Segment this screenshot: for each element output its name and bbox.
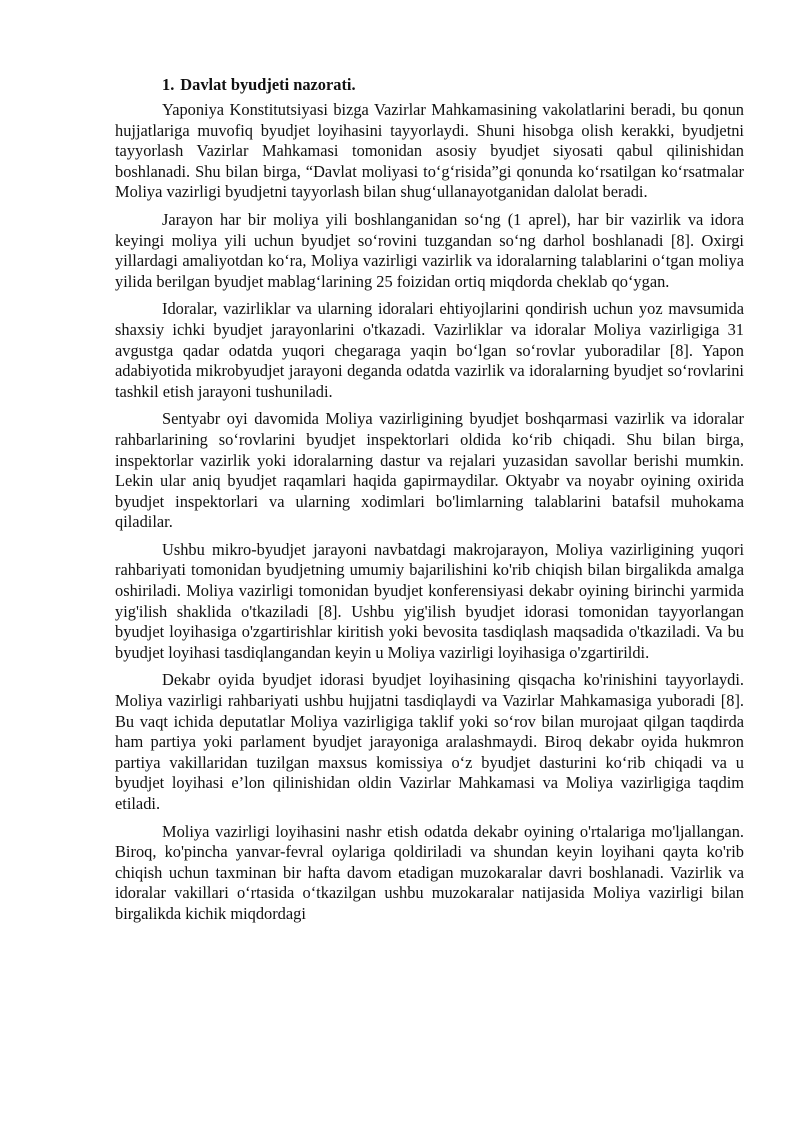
section-title: Davlat byudjeti nazorati. — [180, 75, 356, 94]
paragraph-5: Ushbu mikro-byudjet jarayoni navbatdagi makrojarayon, Moliya vazirligining yuqori rahbariyati tomonidan byudjetning umumiy bajarilishini ko'rib chiqish bilan birgalikda amalga oshiriladi. Moliya vazirligi tomonidan byudjet konferensiyasi dekabr oyining birinchi yarmida yig'ilish shaklida o'tkaziladi [8]. Ushbu yig'ilish byudjet idorasi tomonidan tayyorlangan byudjet loyihasiga o'zgartirishlar kiritish yoki bevosita tasdiqlash maqsadida o'tkaziladi. Va bu byudjet loyihasi tasdiqlangandan keyin u Moliya vazirligi loyihasiga o'zgartirildi. — [115, 539, 744, 662]
paragraph-4: Sentyabr oyi davomida Moliya vazirligining byudjet boshqarmasi vazirlik va idoralar rahbarlarining so‘rovlarini byudjet inspektorlari oldida ko‘rib chiqadi. Shu bilan birga, inspektorlar vazirlik yoki idoralarning dastur va rejalari yuzasidan savollar berishi mumkin. Lekin ular aniq byudjet raqamlari haqida gapirmaydilar. Oktyabr va noyabr oyining oxirida byudjet inspektorlari va ularning xodimlari bo'limlarning talablarini batafsil muhokama qiladilar. — [115, 409, 744, 532]
paragraph-7: Moliya vazirligi loyihasini nashr etish odatda dekabr oyining o'rtalariga mo'ljallangan. Biroq, ko'pincha yanvar-fevral oylariga qoldiriladi va shundan keyin loyihani qayta ko'rib chiqish uchun taxminan bir hafta davom etadigan muzokaralar davri boshlanadi. Vazirlik va idoralar vakillari o‘rtasida o‘tkazilgan ushbu muzokaralar natijasida Moliya vazirligi bilan birgalikda kichik miqdordagi — [115, 821, 744, 923]
section-number: 1. — [162, 75, 175, 94]
paragraph-2: Jarayon har bir moliya yili boshlanganidan so‘ng (1 aprel), har bir vazirlik va idora keyingi moliya yili uchun byudjet so‘rovini tuzgandan so‘ng darhol boshlanadi [8]. Oxirgi yillardagi amaliyotdan ko‘ra, Moliya vazirligi vazirlik va idoralarning talablarini o‘tgan moliya yilida berilgan byudjet mablag‘larining 25 foizidan ortiq miqdorda cheklab qo‘ygan. — [115, 209, 744, 291]
section-heading — [115, 74, 744, 96]
document-page — [115, 74, 744, 932]
paragraph-6: Dekabr oyida byudjet idorasi byudjet loyihasining qisqacha ko'rinishini tayyorlaydi. Moliya vazirligi rahbariyati ushbu hujjatni tasdiqlaydi va Vazirlar Mahkamasiga yuboradi [8]. Bu vaqt ichida deputatlar Moliya vazirligiga taklif yoki so‘rov bilan murojaat qilgan taqdirda ham partiya yoki parlament byudjet jarayoniga aralashmaydi. Biroq dekabr oyida hukmron partiya vakillaridan tuzilgan maxsus komissiya o‘z byudjet dasturini ko‘rib chiqadi va u byudjet loyihasi e’lon qilinishidan oldin Vazirlar Mahkamasi va Moliya vazirligiga taqdim etiladi. — [115, 670, 744, 813]
paragraph-3: Idoralar, vazirliklar va ularning idoralari ehtiyojlarini qondirish uchun yoz mavsumida shaxsiy ichki byudjet jarayonlarini o'tkazadi. Vazirliklar va idoralar Moliya vazirligiga 31 avgustga qadar odatda yuqori chegaraga yaqin bo‘lgan so‘rovlar yuboradilar [8]. Yapon adabiyotida mikrobyudjet jarayoni deganda odatda vazirlik va idoralarning byudjet so‘rovlarini tashkil etish jarayoni tushuniladi. — [115, 299, 744, 401]
paragraph-1: Yaponiya Konstitutsiyasi bizga Vazirlar Mahkamasining vakolatlarini beradi, bu qonun hujjatlariga muvofiq byudjet loyihasini tayyorlaydi. Shuni hisobga olish kerakki, byudjetni tayyorlash Vazirlar Mahkamasi tomonidan asosiy byudjet siyosati qabul qilinishidan boshlanadi. Shu bilan birga, “Davlat moliyasi to‘g‘risida”gi qonunda ko‘rsatilgan ko‘rsatmalar Moliya vazirligi byudjetni tayyorlash bilan shug‘ullanayotganidan dalolat beradi. — [115, 100, 744, 202]
